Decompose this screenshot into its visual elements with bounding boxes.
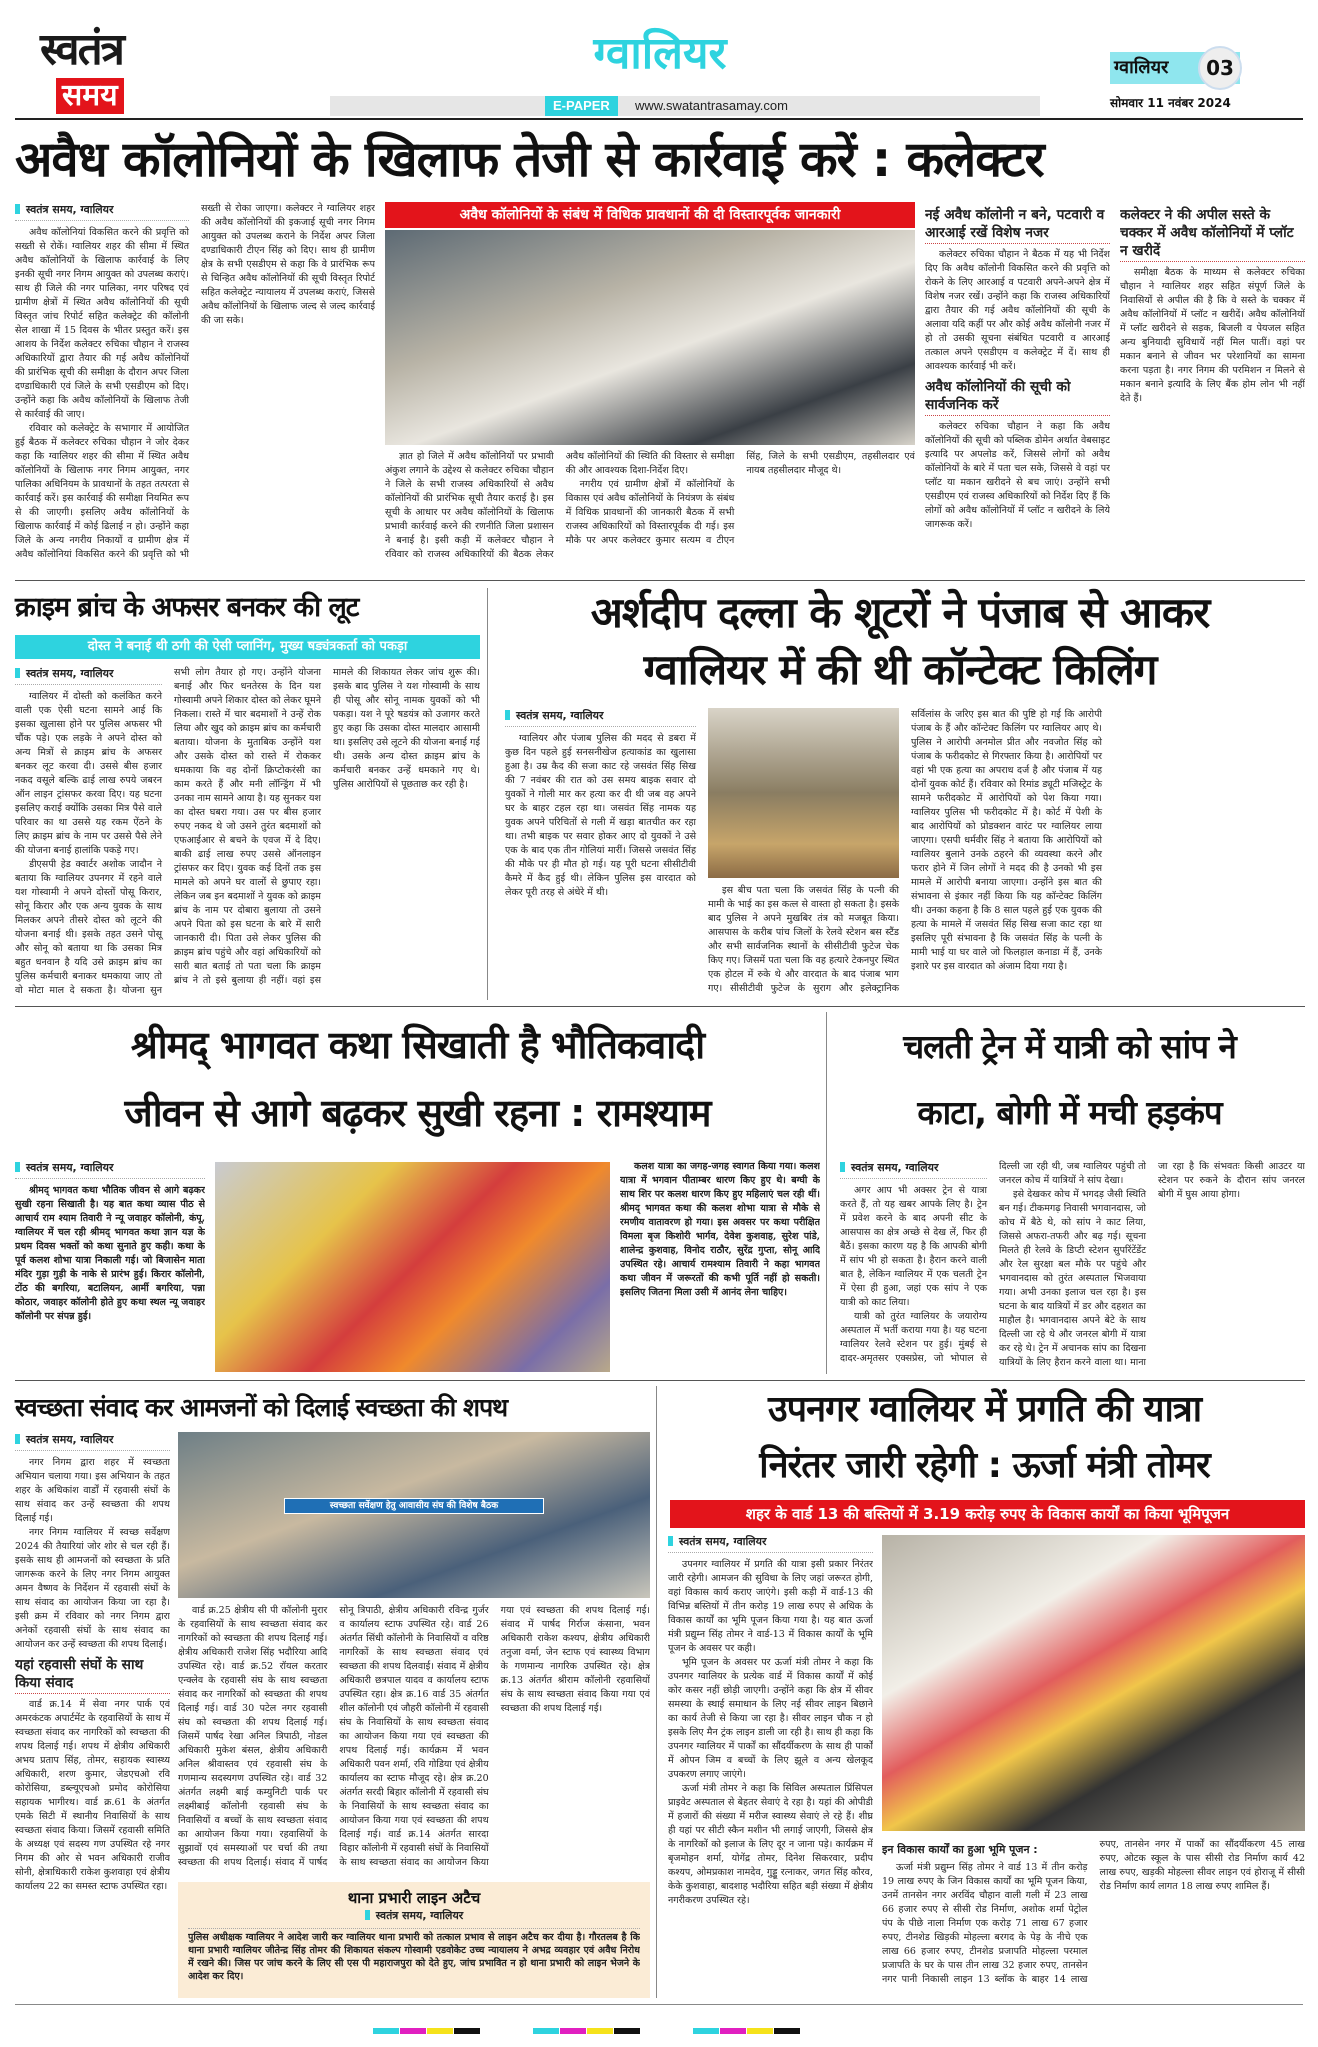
divider: [15, 1006, 1305, 1007]
byline: स्वतंत्र समय, ग्वालियर: [15, 666, 162, 685]
registration-mark-magenta: [720, 2028, 746, 2034]
article-arshdeep: [505, 708, 1305, 1002]
paragraph: डीएसपी हेड क्वार्टर अशोक जादौन ने बताया कि ग्वालियर उपनगर में रहने वाले यश गोस्वामी ने अपने दोस्तों पोसू किरार, सोनू किरार और एक अन्य युवक के साथ मिलकर अपने तीसरे दोस्त को लूटने की योजना बनाई थी। इसके तहत उसने पोसू और सोनू को बताया था कि उसका मित्र बहुत धनवान है यदि उसे क्राइम ब्रांच का पुलिस कर्मचारी बनाकर धमकाया जाए तो वो मोटा माल दे सकता है। योजना सुन सभी लोग तैयार हो गए। उन्होंने योजना बनाई और फिर धनतेरस के दिन यश गोस्वामी अपने शिकार दोस्त को लेकर घूमने निकला। रास्ते में चार बदमाशों ने उन्हें रोक लिया और खुद को क्राइम ब्रांच का कर्मचारी बताया। योजना के मुताबिक उन्होंने यश और उसके दोस्त को रास्ते में रोककर धमकाया कि वह दोनों क्रिप्टोकरंसी का काम करते हैं और मनी लॉन्ड्रिंग में भी उनका नाम सामने आया है। यह सुनकर यश का दोस्त घबरा गया। उस पर बीस हजार रुपए नकद थे जो उसने तुरंत बदमाशों को एफआईआर से बचने के एवज में दे दिए। बाकी ढाई लाख रुपए उससे ऑनलाइन ट्रांसफर कर दिए। युवक कई दिनों तक इस मामले को अपने घर वालों से छुपाए रहा। लेकिन जब इन बदमाशों ने युवक को क्राइम ब्रांच के नाम पर दोबारा बुलाया तो उसने अपने पिता को इस घटना के बारे में सारी जानकारी दी। पिता उसे लेकर पुलिस की क्राइम ब्रांच पहुंचे और वहां अधिकारियों को सारी बात बताई तो पता चला कि क्राइम ब्रांच ने तो इसे बुलाया ही नहीं। वहां इस मामले की शिकायत लेकर जांच शुरू की। इसके बाद पुलिस ने यश गोस्वामी के साथ ही पोसू और सोनू नामक युवकों को भी पकड़ा। यश ने पूरे षडयंत्र को उजागर करते हुए कहा कि उसका दोस्त मालदार आसामी था। इसलिए उसे लूटने की योजना बनाई गई थी। उसके अन्य दोस्त क्राइम ब्रांच के कर्मचारी बनकर उन्हें धमकाने गए थे। पुलिस आरोपियों से पूछताछ कर रही है।: [15, 667, 480, 997]
article-illegal-colonies-right2: [1120, 202, 1305, 574]
paragraph: समीक्षा बैठक के माध्यम से कलेक्टर रुचिका चौहान ने ग्वालियर शहर सहित संपूर्ण जिले के निवासियों से अपील की है कि वे सस्ते के चक्कर में अवैध कॉलोनियों में प्लॉट न खरीदें। अवैध कॉलोनियों में प्लॉट खरीदने से सड़क, बिजली व पेयजल सहित अन्य बुनियादी सुविधायें नहीं मिल पातीं। वहां पर मकान बनाने से जीवन भर परेशानियों का सामना करना पड़ता है। नगर निगम की परमिशन न मिलने से मकान बनाने इत्यादि के लिए बैंक होम लोन भी नहीं देते हैं।: [1120, 266, 1305, 404]
article-swachhta-bottom: [178, 1604, 650, 1876]
paragraph: ज्ञात हो जिले में अवैध कॉलोनियों पर प्रभावी अंकुश लगाने के उद्देश्य से कलेक्टर रुचिका चौहान ने जिले के सभी राजस्व अधिकारियों से अवैध कॉलोनियों की प्रारंभिक सूची तैयार कराई है। इस सूची के आधार पर अवैध कॉलोनियों के खिलाफ प्रभावी कार्रवाई करने की रणनीति जिला प्रशासन ने बनाई है। इसी कड़ी में कलेक्टर चौहान ने रविवार को राजस्व अधिकारियों की बैठक लेकर अवैध कॉलोनियों की स्थिति की विस्तार से समीक्षा की और आवश्यक दिशा-निर्देश दिए।: [385, 451, 735, 560]
paragraph: कलेक्टर रुचिका चौहान ने कहा कि अवैध कॉलोनियों की सूची को पब्लिक डोमेन अर्थात वेबसाइट इत्यादि पर अपलोड करें, जिससे लोगों को अवैध कॉलोनियों के बारे में पता चल सके, जिससे वे वहां पर प्लॉट या मकान खरीदने से बच जाएं। उन्होंने सभी एसडीएम एवं राजस्व अधिकारियों को निर्देश दिए हैं कि लोगों को अवैध कॉलोनियों में प्लॉट न खरीदने के लिये जागरूक करें।: [925, 420, 1110, 530]
divider: [15, 2004, 1303, 2005]
divider: [15, 580, 1305, 581]
divider: [656, 1386, 657, 1998]
article-bhagwat-left: [15, 1160, 205, 1374]
epaper-label: E-PAPER: [545, 96, 618, 116]
strap-crime-branch: दोस्त ने बनाई थी ठगी की ऐसी प्लानिंग, मुख्य षड्यंत्रकर्ता को पकड़ा: [15, 635, 480, 659]
article-illegal-colonies-mid: [385, 450, 915, 574]
photo-kalash-yatra: [215, 1162, 610, 1372]
headline-upnagar-line1: उपनगर ग्वालियर में प्रगति की यात्रा: [767, 1389, 1202, 1430]
byline: स्वतंत्र समय, ग्वालियर: [505, 708, 696, 727]
paragraph: कलेक्टर रुचिका चौहान ने बैठक में यह भी निर्देश दिए कि अवैध कॉलोनी विकसित करने की प्रवृत्ति को रोकने के लिए आरआई व पटवारी अपने-अपने क्षेत्र में विशेष नजर रखें। उन्होंने कहा कि राजस्व अधिकारियों द्वारा तैयार की गई अवैध कॉलोनियों की सूची के अलावा यदि कहीं पर और कोई अवैध कॉलोनी नजर में हो तो उसकी सूचना संबंधित पटवारी व आरआई तत्काल अपने एसडीएम व कलेक्ट्रेट में दें। साथ ही आवश्यक कार्रवाई भी करें।: [925, 248, 1110, 372]
subheading: यहां रहवासी संघों के साथ किया संवाद: [15, 1657, 170, 1694]
registration-mark-cyan: [693, 2028, 719, 2034]
registration-mark-black: [774, 2028, 800, 2034]
headline-illegal-colonies: अवैध कॉलोनियों के खिलाफ तेजी से कार्रवाई करें : कलेक्टर: [15, 131, 1044, 188]
headline-bhagwat-line1: श्रीमद् भागवत कथा सिखाती है भौतिकवादी: [130, 1023, 705, 1067]
registration-mark-cyan: [533, 2028, 559, 2034]
paragraph: कलश यात्रा का जगह-जगह स्वागत किया गया। कलश यात्रा में भगवान पीताम्बर धारण किए हुए थे। बग्घी के साथ शिर पर कलश धारण किए हुए महिलाएं चल रही थीं। श्रीमद् भागवत कथा की कलश शोभा यात्रा से मौके से रमणीय वातावरण हो गया। इस अवसर पर कथा परीक्षित विमला बृज किशोरी भार्गव, देवेश कुशवाह, सुरेश पांडे, शालेन्द्र कुशवाह, विनोद राठौर, सुरेंद्र गुप्ता, सोनू आदि उपस्थित रहे। आचार्य रामश्याम तिवारी ने कहा भागवत कथा जीवन में जरूरतों की कभी पूर्ति नहीं हो सकती। इसलिए जितना मिला उसी में आनंद लेना चाहिए।: [620, 1161, 820, 1298]
byline: स्वतंत्र समय, ग्वालियर: [15, 1432, 170, 1451]
logo-swatantra: स्वतंत्र: [40, 24, 123, 75]
paragraph: ऊर्जा मंत्री तोमर ने कहा कि सिविल अस्पताल प्रिंसिपल प्राइवेट अस्पताल से बेहतर सेवाएं दे रहा है। यहां की ओपीडी में हजारों की संख्या में मरीज स्वास्थ्य सेवाएं ले रहे हैं। शीघ्र ही यहां पर सीटी स्कैन मशीन भी लगाई जाएगी, जिससे क्षेत्र के नागरिकों को इलाज के लिए दूर न जाना पड़े। कार्यक्रम में बृजमोहन शर्मा, योगेंद्र तोमर, दिनेश सिकरवार, प्रदीप कश्यप, ओमप्रकाश नामदेव, गुड्डू रत्नाकर, जगत सिंह कौरव, केके कुशवाहा, बादशाह भदौरिया सहित बड़ी संख्या में क्षेत्रीय नगरीकरण उपस्थित रहे।: [668, 1783, 873, 1907]
article-train-snake: [840, 1160, 1305, 1374]
box-text: पुलिस अधीक्षक ग्वालियर ने आदेश जारी कर ग्वालियर थाना प्रभारी को तत्काल प्रभाव से लाइन अटैच कर दीया है। गौरतलब है कि थाना प्रभारी ग्वालियर जीतेन्द्र सिंह तोमर की शिकायत संकल्प गोस्वामी एडवोकेट उच्च न्यायालय ने अभद्र व्यवहार एवं अवैध निरोध में रखने की। जिस पर जांच करने के लिए सी एस पी महाराजपुरा को देते हुए, जांच प्रभावित न हो थाना प्रभारी को लाइन भेजने के आदेश कर दिए।: [188, 1928, 640, 1990]
box-headline: थाना प्रभारी लाइन अटैच: [347, 1889, 481, 1907]
article-upnagar-left: [668, 1534, 873, 2000]
registration-mark-black: [454, 2028, 480, 2034]
paragraph: उपनगर ग्वालियर में प्रगति की यात्रा इसी प्रकार निरंतर जारी रहेगी। आमजन की सुविधा के लिए जहां जरूरत होगी, वहां विकास कार्य कराए जाएंगे। इसी कड़ी में वार्ड-13 की विभिन्न बस्तियों में तीन करोड़ 19 लाख रुपए से अधिक के विकास कार्यों का भूमि पूजन किया गया है। यह बात ऊर्जा मंत्री प्रद्युम्न सिंह तोमर ने वार्ड-13 में विकास कार्यों के भूमि पूजन के अवसर पर कही।: [668, 1559, 873, 1655]
divider: [15, 1380, 1305, 1381]
divider: [826, 1012, 827, 1374]
byline: स्वतंत्र समय, ग्वालियर: [365, 1908, 463, 1926]
headline-arshdeep-line1: अर्शदीप दल्ला के शूटरों ने पंजाब से आकर: [590, 588, 1210, 637]
paragraph: ग्वालियर और पंजाब पुलिस की मदद से डबरा में कुछ दिन पहले हुई सनसनीखेज हत्याकांड का खुलासा हुआ है। उम्र कैद की सजा काट रहे जसवंत सिंह सिख की 7 नवंबर की रात को उस समय बाइक सवार दो युवकों ने गोली मार कर हत्या कर दी थी जब वह अपने घर के बाहर टहल रहा था। जसवंत सिंह नामक यह युवक अपने परिचितों से गली में खड़ा बातचीत कर रहा था। तभी बाइक पर सवार होकर आए दो युवकों ने उसे एक के बाद एक तीन गोलियां मारीं। जिससे जसवंत सिंह की मौके पर ही मौत हो गई। यह पूरी घटना सीसीटीवी कैमरे में कैद हुई थी। लेकिन पुलिस इस वारदात को लेकर पूरी तरह से अंधेरे में थी।: [505, 733, 696, 899]
headline-upnagar-line2: निरंतर जारी रहेगी : ऊर्जा मंत्री तोमर: [759, 1445, 1210, 1486]
registration-mark-yellow: [747, 2028, 773, 2034]
registration-mark-cyan: [373, 2028, 399, 2034]
headline-bhagwat-line2: जीवन से आगे बढ़कर सुखी रहना : रामश्याम: [124, 1091, 711, 1135]
byline: स्वतंत्र समय, ग्वालियर: [15, 202, 189, 221]
paragraph: ग्वालियर में दोस्ती को कलंकित करने वाली एक ऐसी घटना सामने आई कि इसका खुलासा होने पर पुलिस अफसर भी चौंक पड़े। एक लड़के ने अपने दोस्त को अन्य मित्रों से क्राइम ब्रांच के अफसर बनकर लूट करवा दी। उससे बीस हजार नकद वसूले बल्कि ढाई लाख रुपये जबरन ऑन लाइन ट्रांसफर करवा दिए। यह घटना इसलिए कराई क्योंकि उसका मित्र पैसे वाले परिवार का था उससे यह रकम ऐंठने के लिए क्राइम ब्रांच के नाम पर उससे पैसे लेने की योजना बनाई हालांकि पकड़े गए।: [15, 691, 162, 857]
registration-mark-black: [614, 2028, 640, 2034]
divider: [487, 588, 488, 1000]
paragraph: इसे देखकर कोच में भगदड़ जैसी स्थिति बन गई। टीकमगढ़ निवासी भगवानदास, जो कोच में बैठे थे, को सांप ने काट लिया, जिससे अफरा-तफरी और बढ़ गई। सूचना मिलते ही रेलवे के डिप्टी स्टेशन सुपरिंटेंडेंट और रेल सुरक्षा बल मौके पर पहुंचे और भगवानदास को तुरंत अस्पताल भिजवाया गया। अभी उनका इलाज चल रहा है। इस घटना के बाद यात्रियों में डर और दहशत का माहौल है। भगवानदास अपने बेटे के साथ दिल्ली जा रहे थे और जनरल बोगी में यात्रा कर रहे थे। ट्रेन में अचानक सांप का दिखना यात्रियों के लिए हैरान करने वाला था। माना जा रहा है कि संभवतः किसी आउटर या स्टेशन पर रुकने के दौरान सांप जनरल बोगी में घुस आया होगा।: [999, 1161, 1305, 1368]
headline-train-snake-line2: काटा, बोगी में मची हड़कंप: [917, 1093, 1222, 1132]
paragraph: वार्ड क्र.14 में सेवा नगर पार्क एवं अमरकंटक अपार्टमेंट के रहवासियों के साथ में स्वच्छता संवाद कर नागरिकों को स्वच्छता की शपथ दिलाई गई। शपथ में क्षेत्रीय अधिकारी अभय प्रताप सिंह, तोमर, सहायक स्वास्थ्य अधिकारी, शरण कुमार, जेडएचओ रवि कोरोसिया, डब्ल्यूएचओ प्रमोद कोरोसिया सहायक भागीरथ। वार्ड क्र.61 के अंतर्गत एमके सिटी में स्थानीय निवासियों के साथ स्वच्छता संवाद किया। जिसमें रहवासी समिति के अध्यक्ष एवं सदस्य गण उपस्थित रहे नगर निगम की ओर से भवन अधिकारी राजीव सोनी, क्षेत्राधिकारी राकेश कुशवाहा एवं क्षेत्रीय कार्यालय 22 का समस्त स्टाफ उपस्थित रहा।: [15, 1699, 170, 1893]
byline: स्वतंत्र समय, ग्वालियर: [668, 1534, 873, 1553]
paragraph: रविवार को कलेक्ट्रेट के सभागार में आयोजित हुई बैठक में कलेक्टर रुचिका चौहान ने जोर देकर कहा कि ग्वालियर शहर की सीमा में स्थित अवैध कॉलोनियों के खिलाफ नगर निगम आयुक्त, नगर पालिका अधिनियम के प्रावधानों के तहत तत्परता से कार्रवाई करें। इस कार्रवाई की समीक्षा नियमित रूप से की जाएगी। इसलिए अवैध कॉलोनियों के खिलाफ कार्रवाई में कोई ढिलाई न हो। उन्होंने कहा जिले के अन्य नगरीय निकायों व ग्रामीण क्षेत्र में अवैध कॉलोनियां विकसित करने की प्रवृत्ति को भी सख्ती से रोका जाएगा। कलेक्टर ने ग्वालियर शहर की अवैध कॉलोनियों की इकजाई सूची नगर निगम आयुक्त को उपलब्ध कराने के निर्देश अपर जिला दण्डाधिकारी टीएन सिंह को दिए। साथ ही ग्रामीण क्षेत्र के सभी एसडीएम से कहा कि वे प्रारंभिक रूप से चिन्हित अवैध कॉलोनियों की सूची विस्तृत रिपोर्ट सहित कलेक्ट्रेट न्यायालय में उपलब्ध कराएं, जिससे अवैध कॉलोनियों के खिलाफ जल्द से जल्द कार्रवाई की जा सके।: [15, 203, 375, 561]
article-bhagwat-right: [620, 1160, 820, 1374]
article-swachhta-col1: [15, 1432, 170, 2000]
headline-crime-branch: क्राइम ब्रांच के अफसर बनकर की लूट: [15, 592, 359, 623]
paragraph: वार्ड क्र.25 क्षेत्रीय सी पी कॉलोनी मुरार के रहवासियों के साथ स्वच्छता संवाद कर नागरिकों को स्वच्छता की शपथ दिलाई गई। क्षेत्रीय अधिकारी राजेश सिंह भदौरिया आदि उपस्थित रहे। वार्ड क्र.52 रॉयल करतार एन्क्लेव के रहवासी संघ के साथ स्वच्छता संवाद कर नागरिकों को स्वच्छता की शपथ दिलाई गई। वार्ड 30 पटेल नगर रहवासी संघ को स्वच्छता की शपथ दिलाई गई। जिसमें पार्षद रेखा अनिल त्रिपाठी, नोडल अधिकारी मुकेश बंसल, क्षेत्रीय अधिकारी अनिल श्रीवास्तव एवं रहवासी संघ के गणमान्य सदस्यगण उपस्थित रहे। वार्ड 32 अंतर्गत लक्ष्मी बाई कम्युनिटी पार्क पर लक्ष्मीबाई कॉलोनी रहवासी संघ के निवासियों व बच्चों के साथ स्वच्छता संवाद का आयोजन किया गया। रहवासियों के सुझावों एवं समस्याओं पर चर्चा की तथा स्वच्छता की शपथ दिलाई। संवाद में पार्षद सोनू त्रिपाठी, क्षेत्रीय अधिकारी रविन्द्र गुर्जर व कार्यालय स्टाफ उपस्थित रहे। वार्ड 26 अंतर्गत सिंधी कॉलोनी के निवासियों व वरिष्ठ नागरिकों के साथ स्वच्छता संवाद एवं स्वच्छता की शपथ दिलवाई। संवाद में क्षेत्रीय अधिकारी छत्रपाल यादव व कार्यालय स्टाफ उपस्थित रहा। क्षेत्र क्र.16 वार्ड 35 अंतर्गत शील कॉलोनी एवं जौहरी कॉलोनी में रहवासी संघ के निवासियों के साथ स्वच्छता संवाद का आयोजन किया गया एवं स्वच्छता की शपथ दिलाई गई। कार्यक्रम में भवन अधिकारी पवन शर्मा, रवि गोडिया एवं क्षेत्रीय कार्यालय का स्टाफ मौजूद रहे। क्षेत्र क्र.20 अंतर्गत सरदी बिहार कॉलोनी में रहवासी संघ के निवासियों के साथ स्वच्छता संवाद का आयोजन किया गया एवं स्वच्छता की शपथ दिलाई गई। वार्ड क्र.14 अंतर्गत सारदा विहार कॉलोनी में रहवासी संघों के निवासियों के साथ स्वच्छता संवाद का आयोजन किया गया एवं स्वच्छता की शपथ दिलाई गई। संवाद में पार्षद गिर्राज कंसाना, भवन अधिकारी राकेश कश्यप, क्षेत्रीय अधिकारी तनुजा वर्मा, जेन स्टाफ एवं स्वास्थ्य विभाग के गणमान्य नागरिक उपस्थित रहे। क्षेत्र क्र.13 अंतर्गत श्रीराम कॉलोनी रहवासियों संघ के साथ स्वच्छता संवाद किया गया एवं स्वच्छता की शपथ दिलाई गई।: [178, 1605, 650, 1868]
registration-mark-magenta: [400, 2028, 426, 2034]
photo-collector-meeting: [385, 230, 915, 445]
registration-mark-magenta: [560, 2028, 586, 2034]
photo-police-press-conference: [708, 708, 899, 878]
website-link[interactable]: www.swatantrasamay.com: [635, 98, 788, 113]
logo-samay: समय: [56, 78, 124, 114]
page-number: 03: [1198, 46, 1242, 90]
paragraph: नगर निगम द्वारा शहर में स्वच्छता अभियान चलाया गया। इस अभियान के तहत शहर के अधिकांश वार्डों में रहवासी संघों के साथ संवाद कर उन्हें स्वच्छता की शपथ दिलाई गई।: [15, 1457, 170, 1525]
strap-upnagar: शहर के वार्ड 13 की बस्तियों में 3.19 करोड़ रुपए के विकास कार्यों का किया भूमिपूजन: [670, 1500, 1305, 1528]
headline-arshdeep-line2: ग्वालियर में की थी कॉन्टेक्ट किलिंग: [643, 645, 1157, 694]
divider: [15, 118, 1303, 120]
paragraph: ऊर्जा मंत्री प्रद्युम्न सिंह तोमर ने वार्ड 13 में तीन करोड़ 19 लाख रुपए के जिन विकास कार्यों का भूमि पूजन किया, उनमें तानसेन नगर अरविंद चौहान वाली गली में 23 लाख 66 हजार रुपए से सीसी रोड निर्माण, अशोक शर्मा पेट्रोल पंप के पीछे नाला निर्माण एक करोड़ 71 लाख 67 हजार रुपए, टीनशेड खिड़की मोहल्ला बरगद के पेड़ के नीचे एक लाख 66 हजार रुपए, टीनशेड प्रजापति मोहल्ला परमाल प्रजापति के घर के पास तीन लाख 32 हजार रुपए, तानसेन नगर पानी निकासी लाइन 13 ब्लॉक के बाहर 14 लाख रुपए, तानसेन नगर में पार्कों का सौंदर्यीकरण 45 लाख रुपए, ओटक स्कूल के पास सीसी रोड निर्माण कार्य 42 लाख रुपए, खड़की मोहल्ला सीवर लाइन एवं होराजू में सीसी रोड निर्माण कार्य लागत 18 लाख रुपए शामिल हैं।: [882, 1839, 1305, 1986]
article-upnagar-bottom: [882, 1838, 1305, 2000]
byline: स्वतंत्र समय, ग्वालियर: [15, 1160, 205, 1179]
strap-illegal-colonies: अवैध कॉलोनियों के संबंध में विधिक प्रावधानों की दी विस्तारपूर्वक जानकारी: [385, 202, 915, 228]
paragraph: यात्री को तुरंत ग्वालियर के जयारोग्य अस्पताल में भर्ती कराया गया है। यह घटना ग्वालियर रेलवे स्टेशन पर हुई। मुंबई से दादर-अमृतसर एक्सप्रेस, जो भोपाल से दिल्ली जा रही थी, जब ग्वालियर पहुंची तो जनरल कोच में यात्रियों ने सांप देखा।: [840, 1161, 1146, 1365]
photo-swachhta-samvad: [178, 1432, 650, 1598]
epaper-bar: [330, 96, 1040, 116]
headline-train-snake-line1: चलती ट्रेन में यात्री को सांप ने: [903, 1027, 1236, 1066]
article-crime-branch: [15, 666, 480, 1000]
subheading: नई अवैध कॉलोनी न बने, पटवारी व आरआई रखें विशेष नजर: [925, 207, 1110, 244]
paragraph: अगर आप भी अक्सर ट्रेन से यात्रा करते हैं, तो यह खबर आपके लिए है। ट्रेन में प्रवेश करने के बाद अपनी सीट के आसपास का क्षेत्र अच्छे से देख लें, फिर ही बैठें। इसका कारण यह है कि आपकी बोगी में सांप भी हो सकता है। हैरान करने वाली बात है, लेकिन ग्वालियर में एक चलती ट्रेन में ऐसा ही हुआ, जहां एक सांप ने एक यात्री को काट लिया।: [840, 1185, 987, 1309]
box-thana-prabhari: [178, 1882, 650, 1998]
registration-mark-yellow: [427, 2028, 453, 2034]
photo-banner: स्वच्छता सर्वेक्षण हेतु आवासीय संघ की विशेष बैठक: [284, 1498, 544, 1514]
edition-city: ग्वालियर: [593, 28, 727, 79]
subheading: अवैध कॉलोनियों की सूची को सार्वजनिक करें: [925, 379, 1110, 416]
subheading: कलेक्टर ने की अपील सस्ते के चक्कर में अवैध कॉलोनियों में प्लॉट न खरीदें: [1120, 207, 1305, 262]
headline-swachhta: स्वच्छता संवाद कर आमजनों को दिलाई स्वच्छता की शपथ: [15, 1393, 508, 1422]
registration-mark-yellow: [587, 2028, 613, 2034]
page-city: ग्वालियर: [1114, 57, 1169, 78]
article-illegal-colonies-left: [15, 202, 375, 574]
paragraph: इस बीच पता चला कि जसवंत सिंह के पत्नी की मामी के भाई का इस कत्ल से वास्ता हो सकता है। इसके बाद पुलिस ने अपने मुखबिर तंत्र को मजबूत किया। आसपास के करीब पांच जिलों के रेलवे स्टेशन बस स्टैंड और सभी सार्वजनिक स्थानों के सीसीटीवी फुटेज चेक किए गए। जिसमें पता चला कि वह हत्यारे टेकनपुर स्थित एक होटल में रुके थे और वारदात के बाद पंजाब भाग गए। सीसीटीवी फुटेज के सुराग और इलेक्ट्रानिक सर्विलांस के जरिए इस बात की पुष्टि हो गई कि आरोपी पंजाब के हैं और कॉन्टेक्ट किलिंग पर ग्वालियर आए थे। पुलिस ने आरोपी अनमोल प्रीत और नवजोत सिंह को पंजाब के फरीदकोट से गिरफ्तार किया है। आरोपियों पर वहां भी एक हत्या का अपराध दर्ज है और पंजाब में यह दोनों युवक कोर्ट हैं। रविवार को रिमांड ड्यूटी मजिस्ट्रेट के सामने फरीदकोट में आरोपियों को पेश किया गया। ग्वालियर पुलिस भी फरीदकोट में है। कोर्ट में पेशी के बाद आरोपियों को प्रोडक्शन वारंट पर ग्वालियर लाया जाएगा। एसपी धर्मवीर सिंह ने बताया कि आरोपियों को ग्वालियर बुलाने उनके ठहरने की व्यवस्था करने और फरार होने में जिन लोगों ने मदद की है उनको भी इस मामले में आरोपी बनाया जाएगा। उन्होंने इस बात की संभावना से इंकार नहीं किया कि यह कॉन्टेक्ट किलिंग थी। उनका कहना है कि 8 साल पहले हुई एक युवक की हत्या के मामले में जसवंत सिंह सिख सजा काट रहा था इसलिए पूरी संभावना है कि जसवंत सिंह के पत्नी के मामी भाई या घर वाले जो फिलहाल कनाडा में हैं, उनके इशारे पर इस वारदात को अंजाम दिया गया है।: [708, 709, 1102, 994]
subheading: इन विकास कार्यों का हुआ भूमि पूजन :: [882, 1843, 1038, 1856]
paragraph: श्रीमद् भागवत कथा भौतिक जीवन से आगे बढ़कर सुखी रहना सिखाती है। यह बात कथा व्यास पीठ से आचार्य राम श्याम तिवारी ने न्यू जवाहर कॉलोनी, कंपू, ग्वालियर में चल रही श्रीमद् भागवत कथा ज्ञान यज्ञ के प्रथम दिवस भक्तों को कथा सुनाते हुए कही। कथा के पूर्व कलश शोभा यात्रा निकाली गई। जो बिजासेन माता मंदिर गुड़ा गुड़ी के नाके से प्रारंभ हुई। किरार कॉलोनी, टोंठ की बगरिया, बटालियन, आर्मी बगरिया, पन्ना कोठार, जवाहर कॉलोनी होते हुए कथा स्थल न्यू जवाहर कॉलोनी पर संपन्न हुई।: [15, 1185, 205, 1323]
paragraph: अवैध कॉलोनियां विकसित करने की प्रवृत्ति को सख्ती से रोकें। ग्वालियर शहर की सीमा में स्थित अवैध कॉलोनियों के खिलाफ कार्रवाई के लिए इनकी सूची नगर निगम आयुक्त को उपलब्ध कराएं। साथ ही जिले की नगर पालिका, नगर परिषद एवं ग्रामीण क्षेत्रों में स्थित अवैध कॉलोनियों की सूची विस्तृत जांच रिपोर्ट सहित कलेक्ट्रेट की कॉलोनी सेल शाखा में 15 दिवस के भीतर प्रस्तुत करें। इस आशय के निर्देश कलेक्टर रुचिका चौहान ने राजस्व अधिकारियों द्वारा तैयार की गई अवैध कॉलोनियों की प्रारंभिक सूची की समीक्षा के दौरान अपर जिला दण्डाधिकारी एवं जिले के सभी एसडीएम को दिए। उन्होंने कहा कि अवैध कॉलोनियों के खिलाफ तेजी से कार्रवाई की जाए।: [15, 227, 189, 421]
paragraph: नगरीय एवं ग्रामीण क्षेत्रों में कॉलोनियों के विकास एवं अवैध कॉलोनियों के नियंत्रण के संबंध में विधिक प्रावधानों की जानकारी बैठक में सभी राजस्व अधिकारियों को विस्तारपूर्वक दी गई। इस मौके पर अपर कलेक्टर कुमार सत्यम व टीएन सिंह, जिले के सभी एसडीएम, तहसीलदार एवं नायब तहसीलदार मौजूद थे।: [565, 451, 915, 546]
byline: स्वतंत्र समय, ग्वालियर: [840, 1160, 987, 1179]
issue-date: सोमवार 11 नवंबर 2024: [1110, 96, 1231, 110]
paragraph: नगर निगम ग्वालियर में स्वच्छ सर्वेक्षण 2024 की तैयारियां जोर शोर से चल रही हैं। इसके साथ ही आमजनों को स्वच्छता के प्रति जागरूक करने के लिए नगर निगम आयुक्त अमन वैष्णव के निर्देशन में रहवासी संघों के साथ संवाद का आयोजन किया जा रहा है। इसी क्रम में रविवार को नगर निगम द्वारा अनेकों रहवासी संघों के साथ संवाद का आयोजन कर उन्हें स्वच्छता की शपथ दिलाई।: [15, 1527, 170, 1651]
photo-bhoomipujan: [882, 1535, 1305, 1831]
paragraph: भूमि पूजन के अवसर पर ऊर्जा मंत्री तोमर ने कहा कि उपनगर ग्वालियर के प्रत्येक वार्ड में विकास कार्यों में कोई कोर कसर नहीं छोड़ी जाएगी। उन्होंने कहा कि क्षेत्र में सीवर समस्या के स्थाई समाधान के लिए नई सीवर लाइन बिछाने का कार्य तेजी से किया जा रहा है। सीवर लाइन चौक न हो इसके लिए मैन ट्रंक लाइन डाली जा रही है। साथ ही कहा कि उपनगर ग्वालियर में पार्कों का सौंदर्यीकरण के साथ ही पार्कों में ओपन जिम व बच्चों के लिए झूले व अन्य खेलकूद उपकरण लगाए जाएंगे।: [668, 1657, 873, 1781]
article-illegal-colonies-right1: [925, 202, 1110, 574]
